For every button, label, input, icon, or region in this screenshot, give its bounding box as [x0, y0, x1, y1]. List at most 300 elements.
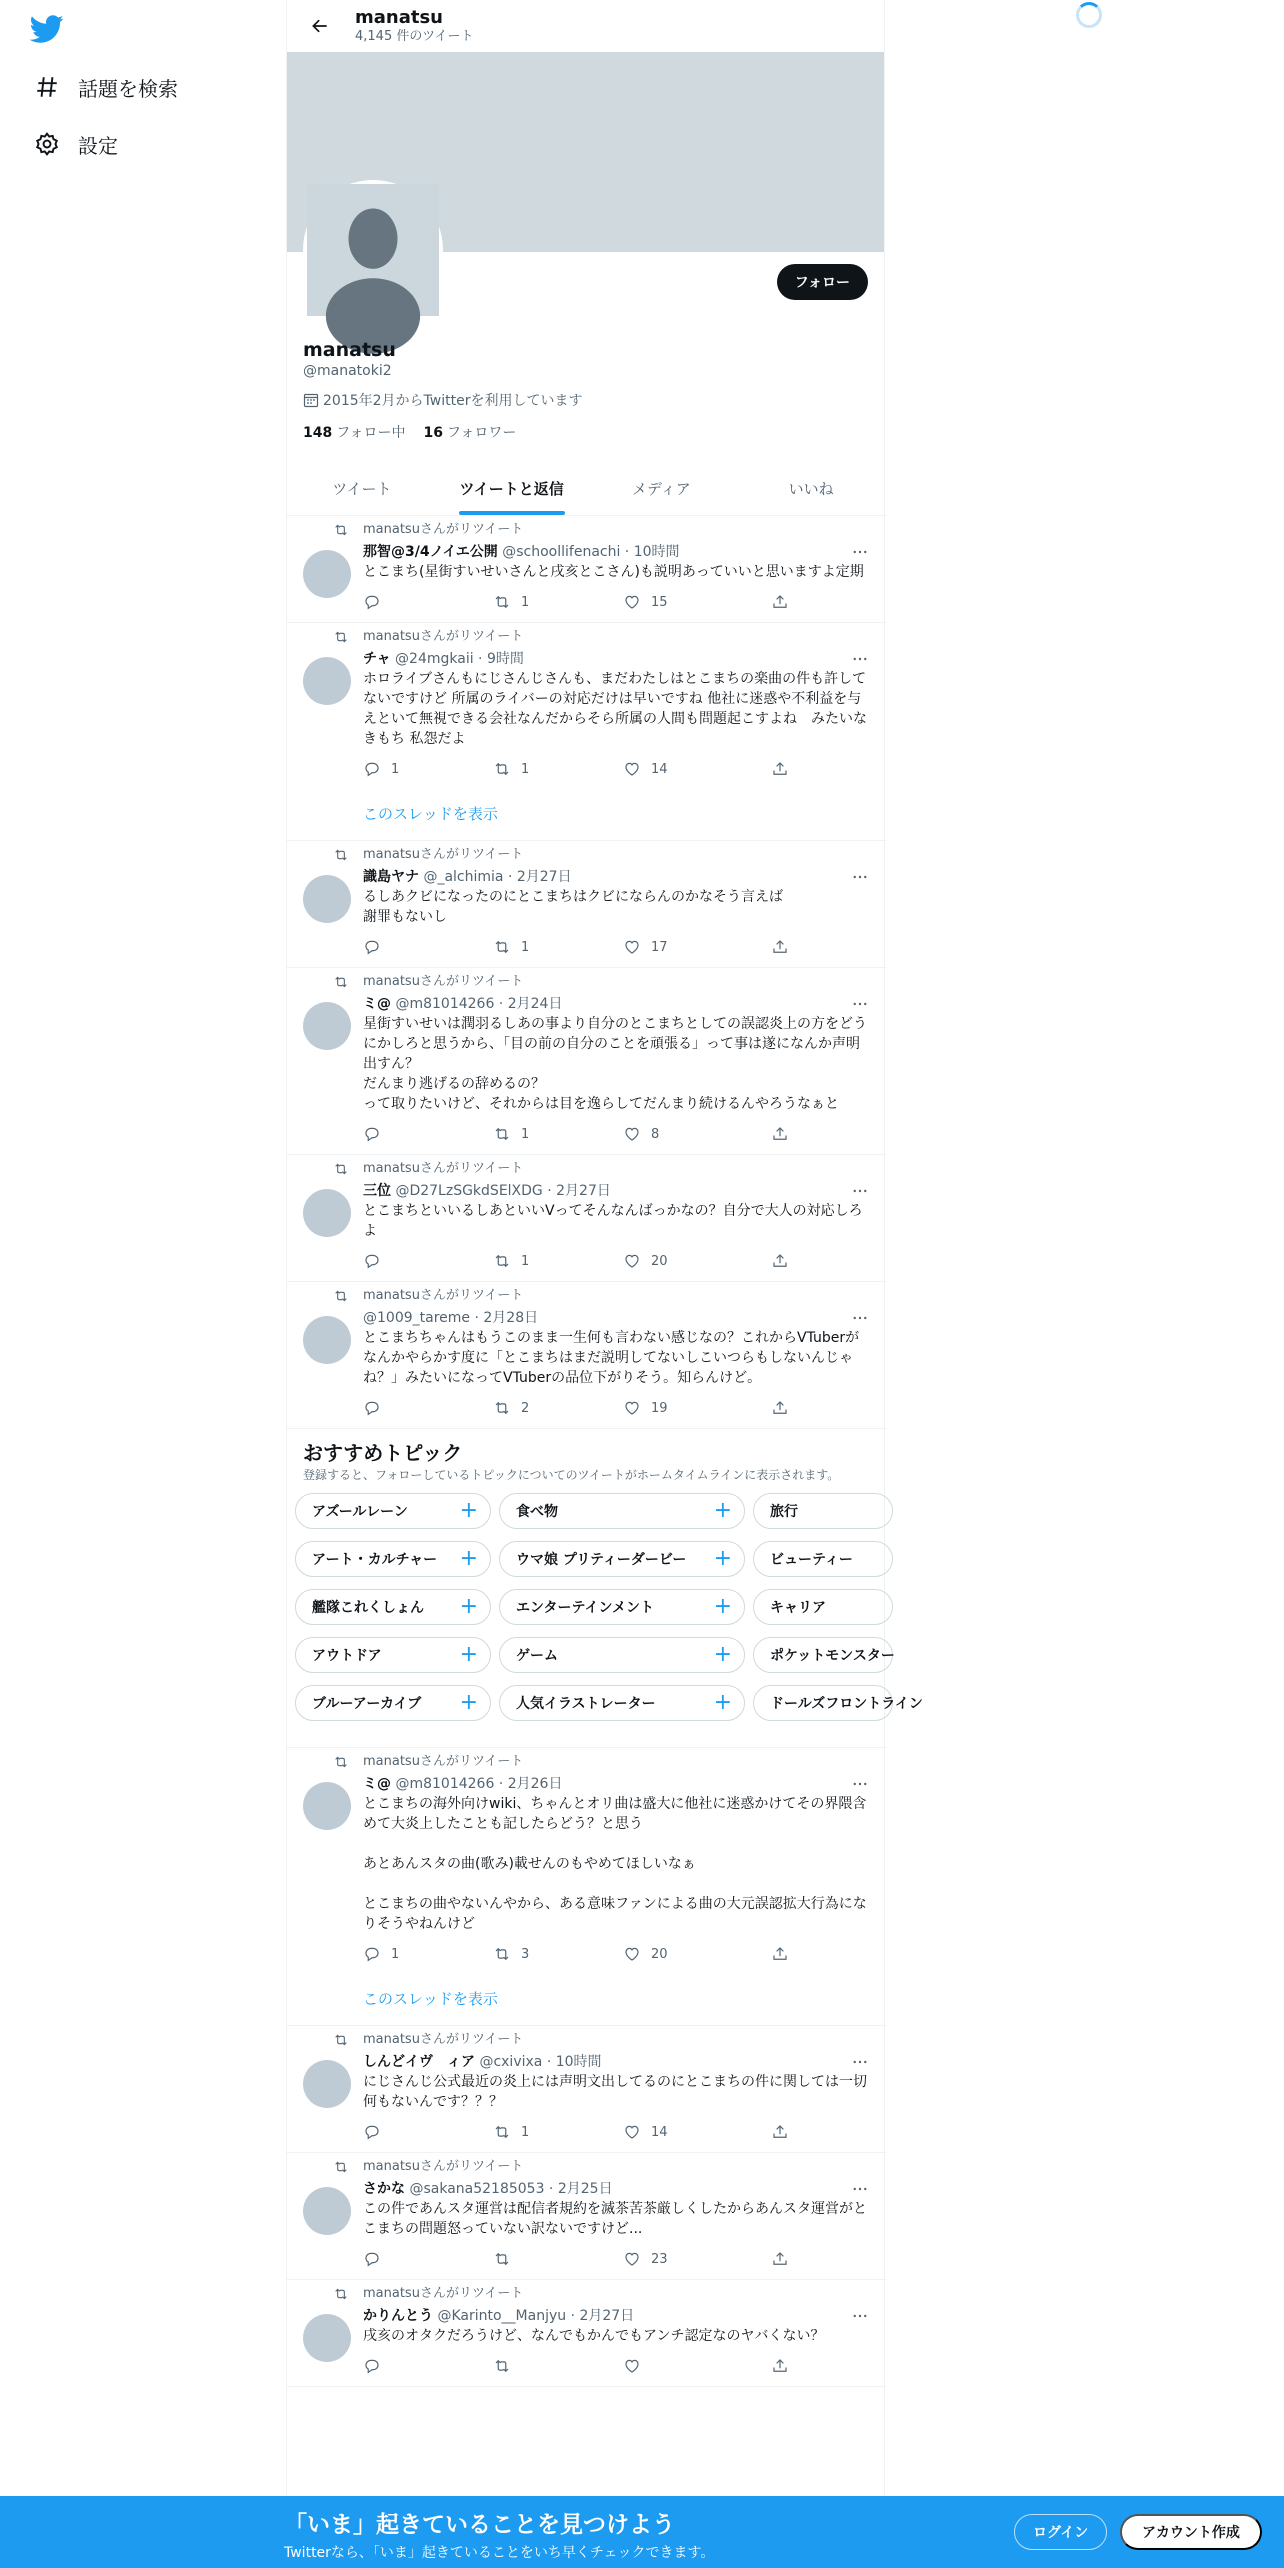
- reply-icon: [363, 2123, 391, 2141]
- retweet-small-icon: [333, 522, 349, 538]
- tweet-author-name[interactable]: 三位: [363, 1183, 391, 1199]
- share-icon: [771, 593, 799, 611]
- retweet-count: 2: [521, 1400, 530, 1416]
- share-button[interactable]: [771, 593, 799, 611]
- retweeted-by-text: manatsuさんがリツイート: [363, 2286, 524, 2301]
- topic-chip[interactable]: [295, 1589, 491, 1625]
- retweet-small-icon: [333, 2159, 349, 2175]
- tweet[interactable]: [287, 2153, 886, 2280]
- tweet-separator: ·: [494, 996, 508, 1012]
- retweeted-by: [363, 974, 870, 990]
- tweet-separator: ·: [470, 1310, 484, 1326]
- twitter-logo-icon[interactable]: [30, 12, 64, 46]
- topic-chip-label: エンターテインメント: [516, 1600, 655, 1616]
- retweeted-by: [363, 2286, 870, 2302]
- tweet-avatar[interactable]: [303, 657, 351, 705]
- like-count: 8: [651, 1126, 660, 1142]
- tweet-text: この件であんスタ運営は配信者規約を滅茶苦茶厳しくしたからあんスタ運営がとこまちの問題怒っていない訳ないですけど...: [363, 2201, 867, 2237]
- tweet-author-name[interactable]: ミ@: [363, 996, 391, 1012]
- retweeted-by: [363, 1754, 870, 1770]
- tweet-actions: [363, 592, 870, 612]
- reply-icon: [363, 760, 391, 778]
- plus-icon: +: [459, 1642, 478, 1667]
- back-arrow-icon[interactable]: [303, 9, 337, 43]
- retweeted-by-text: manatsuさんがリツイート: [363, 2032, 524, 2047]
- like-count: 20: [651, 1946, 668, 1962]
- topic-chip-label: 食べ物: [516, 1504, 558, 1520]
- reply-icon: [363, 2357, 391, 2375]
- share-button[interactable]: [771, 1399, 799, 1417]
- topic-chip[interactable]: [753, 1589, 893, 1625]
- like-count: 23: [651, 2251, 668, 2267]
- tweet-actions: [363, 1944, 870, 1964]
- retweet-icon: [493, 760, 521, 778]
- nav-settings[interactable]: [32, 124, 118, 164]
- tweet-actions: [363, 1124, 870, 1144]
- tweet-avatar[interactable]: [303, 2060, 351, 2108]
- share-icon: [771, 1399, 799, 1417]
- tweet-actions: [363, 1251, 870, 1271]
- tweet-time[interactable]: 2月26日: [507, 1776, 563, 1792]
- tweet-count: 4,145 件のツイート: [355, 29, 474, 44]
- topic-chip[interactable]: [295, 1685, 491, 1721]
- retweeted-by: [363, 2032, 870, 2048]
- share-icon: [771, 2357, 799, 2375]
- like-button[interactable]: [623, 2123, 771, 2141]
- reply-button[interactable]: [363, 1399, 493, 1417]
- share-icon: [771, 2250, 799, 2268]
- topic-chip-label: ゲーム: [516, 1648, 558, 1664]
- like-count: 19: [651, 1400, 668, 1416]
- profile-name: manatsu: [303, 339, 396, 361]
- share-icon: [771, 1252, 799, 1270]
- topic-chip-row: [295, 1493, 886, 1529]
- tweet-header: [363, 2052, 870, 2072]
- tweet[interactable]: [287, 623, 886, 841]
- topic-chip[interactable]: [295, 1541, 491, 1577]
- tweet-avatar[interactable]: [303, 1782, 351, 1830]
- tweet-author-name[interactable]: さかな: [363, 2181, 405, 2197]
- like-button[interactable]: [623, 2357, 771, 2375]
- more-options-icon[interactable]: [850, 542, 870, 562]
- retweet-icon: [493, 2250, 521, 2268]
- more-options-icon[interactable]: [850, 1181, 870, 1201]
- share-button[interactable]: [771, 2250, 799, 2268]
- topic-chip[interactable]: [753, 1541, 893, 1577]
- join-date: [303, 390, 870, 410]
- tweet-separator: ·: [620, 544, 634, 560]
- tweet-header: [363, 1774, 870, 1794]
- tweet-header: [363, 1308, 870, 1328]
- profile-tabs: [287, 462, 886, 516]
- recommended-topics: [287, 1429, 923, 1748]
- retweet-count: 1: [521, 1253, 530, 1269]
- show-thread-link[interactable]: このスレッドを表示: [363, 805, 498, 823]
- tab-tweets-and-replies[interactable]: ツイートと返信: [437, 462, 587, 515]
- retweet-small-icon: [333, 2286, 349, 2302]
- tweet-avatar[interactable]: [303, 2314, 351, 2362]
- share-button[interactable]: [771, 1945, 799, 1963]
- tweet-actions: [363, 937, 870, 957]
- retweet-icon: [493, 2357, 521, 2375]
- retweet-small-icon: [333, 1288, 349, 1304]
- followers-count: 16: [423, 425, 444, 441]
- retweet-small-icon: [333, 629, 349, 645]
- signup-banner-title: 「いま」起きていることを見つけよう: [284, 2512, 675, 2538]
- heart-icon: [623, 2357, 651, 2375]
- topic-chip-label: 人気イラストレーター: [516, 1696, 656, 1712]
- reply-button[interactable]: [363, 1252, 493, 1270]
- topic-chip[interactable]: [295, 1637, 491, 1673]
- following-link[interactable]: [303, 422, 406, 442]
- retweeted-by-text: manatsuさんがリツイート: [363, 1161, 524, 1176]
- timeline: [287, 516, 923, 2387]
- retweeted-by-text: manatsuさんがリツイート: [363, 2159, 524, 2174]
- share-button[interactable]: [771, 1125, 799, 1143]
- retweet-button[interactable]: [493, 1125, 623, 1143]
- retweeted-by: [363, 1288, 870, 1304]
- retweet-button[interactable]: [493, 2250, 623, 2268]
- tweet-avatar[interactable]: [303, 2187, 351, 2235]
- timeline-section-2: [287, 1748, 886, 2387]
- tweet-header: [363, 542, 870, 562]
- retweet-button[interactable]: [493, 938, 623, 956]
- retweet-button[interactable]: [493, 1945, 623, 1963]
- tweet-text: にじさんじ公式最近の炎上には声明文出してるのにとこまちの件に関しては一切何もないんです？？？: [363, 2074, 867, 2110]
- followers-link[interactable]: [424, 422, 517, 442]
- header-title: manatsu: [355, 7, 443, 28]
- topics-title: おすすめトピック: [303, 1441, 463, 1465]
- like-count: 20: [651, 1253, 668, 1269]
- topic-chip-label: アート・カルチャー: [312, 1552, 438, 1568]
- retweeted-by-text: manatsuさんがリツイート: [363, 1754, 524, 1769]
- tweet-author-handle[interactable]: @schoollifenachi: [502, 544, 621, 560]
- profile-header: [287, 0, 884, 52]
- like-button[interactable]: [623, 938, 771, 956]
- tweet-separator: ·: [542, 2054, 556, 2070]
- more-options-icon[interactable]: [850, 2306, 870, 2326]
- retweet-small-icon: [333, 1754, 349, 1770]
- more-options-icon[interactable]: [850, 867, 870, 887]
- retweeted-by: [363, 2159, 870, 2175]
- tweet[interactable]: [287, 2280, 886, 2387]
- tab-likes[interactable]: いいね: [788, 480, 834, 498]
- tweet-author-handle[interactable]: @m81014266: [395, 996, 495, 1012]
- tweet-time[interactable]: 9時間: [486, 651, 524, 667]
- tweet-actions: [363, 2249, 870, 2269]
- share-button[interactable]: [771, 938, 799, 956]
- tweet-text: とこまちちゃんはもうこのまま一生何も言わない感じなの？これからVTuberがなんかやらかす度に「とこまちはまだ説明してないしこいつらもしないんじゃね？」みたいになってVTuberの品位下がりそう。知らんけど。: [363, 1330, 860, 1386]
- more-options-icon[interactable]: [850, 1774, 870, 1794]
- tweet-header: [363, 649, 870, 669]
- reply-icon: [363, 2250, 391, 2268]
- reply-button[interactable]: [363, 1945, 493, 1963]
- more-options-icon[interactable]: [850, 994, 870, 1014]
- plus-icon: +: [713, 1642, 732, 1667]
- plus-icon: +: [713, 1498, 732, 1523]
- plus-icon: +: [713, 1546, 732, 1571]
- tweet-text: とこまち(星街すいせいさんと戌亥とこさん)も説明あっていいと思いますよ定期: [363, 564, 864, 580]
- tweet-separator: ·: [473, 651, 487, 667]
- topic-chip-label: ビューティー: [770, 1552, 853, 1568]
- share-icon: [771, 938, 799, 956]
- signup-banner-subtitle: Twitterなら、「いま」起きていることをいち早くチェックできます。: [284, 2545, 715, 2561]
- tweet-author-handle[interactable]: @_alchimia: [423, 869, 504, 885]
- retweet-button[interactable]: [493, 2357, 623, 2375]
- reply-button[interactable]: [363, 760, 493, 778]
- like-button[interactable]: [623, 760, 771, 778]
- tweet-avatar[interactable]: [303, 550, 351, 598]
- tweet-separator: ·: [494, 1776, 508, 1792]
- more-options-icon[interactable]: [850, 2052, 870, 2072]
- tweet-author-name[interactable]: 識島ヤナ: [363, 869, 419, 885]
- retweet-button[interactable]: [493, 1399, 623, 1417]
- retweeted-by: [363, 522, 870, 538]
- topics-description: 登録すると、フォローしているトピックについてのツイートがホームタイムラインに表示されます。: [303, 1468, 840, 1482]
- tweet-avatar[interactable]: [303, 875, 351, 923]
- retweet-small-icon: [333, 974, 349, 990]
- tweet-avatar[interactable]: [303, 1002, 351, 1050]
- heart-icon: [623, 1945, 651, 1963]
- tweet[interactable]: [287, 841, 886, 968]
- tweet-time[interactable]: 2月28日: [483, 1310, 539, 1326]
- share-icon: [771, 1125, 799, 1143]
- tweet-author-handle[interactable]: @cxivixa: [479, 2054, 543, 2070]
- profile-info: [303, 338, 870, 442]
- retweet-icon: [493, 1399, 521, 1417]
- share-button[interactable]: [771, 2123, 799, 2141]
- tweet[interactable]: [287, 1748, 886, 2026]
- reply-button[interactable]: [363, 2357, 493, 2375]
- retweet-count: 1: [521, 1126, 530, 1142]
- tweet-avatar[interactable]: [303, 1316, 351, 1364]
- signup-banner: [0, 2496, 1284, 2568]
- reply-icon: [363, 1399, 391, 1417]
- heart-icon: [623, 1399, 651, 1417]
- topic-chip-row: [295, 1541, 886, 1577]
- reply-button[interactable]: [363, 2250, 493, 2268]
- tweet-actions: [363, 759, 870, 779]
- reply-button[interactable]: [363, 2123, 493, 2141]
- tweet-author-handle[interactable]: @m81014266: [395, 1776, 495, 1792]
- profile-handle: @manatoki2: [303, 363, 392, 379]
- tab-media[interactable]: メディア: [631, 480, 691, 498]
- tweet-avatar[interactable]: [303, 1189, 351, 1237]
- loading-spinner-icon: [1076, 2, 1102, 28]
- tweet-author-name[interactable]: ミ@: [363, 1776, 391, 1792]
- retweeted-by-text: manatsuさんがリツイート: [363, 522, 524, 537]
- tweet-time[interactable]: 2月25日: [557, 2181, 613, 2197]
- tweet-header: [363, 867, 870, 887]
- tweet-author-name[interactable]: かりんとう: [363, 2308, 433, 2324]
- retweet-small-icon: [333, 2032, 349, 2048]
- calendar-icon: [303, 392, 319, 408]
- tweet-time[interactable]: 2月24日: [507, 996, 563, 1012]
- retweet-icon: [493, 938, 521, 956]
- retweet-small-icon: [333, 847, 349, 863]
- like-button[interactable]: [623, 593, 771, 611]
- share-icon: [771, 760, 799, 778]
- topic-chip-label: キャリア: [770, 1600, 826, 1616]
- reply-icon: [363, 1252, 391, 1270]
- topic-chip-row: [295, 1637, 895, 1673]
- retweet-button[interactable]: [493, 760, 623, 778]
- follow-stats: [303, 422, 870, 442]
- reply-button[interactable]: [363, 1125, 493, 1143]
- retweet-icon: [493, 2123, 521, 2141]
- plus-icon: +: [459, 1690, 478, 1715]
- tweet-text: とこまちといいるしあといいVってそんなんばっかなの？自分で大人の対応しろよ: [363, 1203, 863, 1239]
- more-options-icon[interactable]: [850, 1308, 870, 1328]
- like-button[interactable]: [623, 1252, 771, 1270]
- tweet[interactable]: [287, 2026, 886, 2153]
- tweet-author-handle[interactable]: @Karinto__Manjyu: [437, 2308, 567, 2324]
- heart-icon: [623, 593, 651, 611]
- retweet-small-icon: [333, 1161, 349, 1177]
- tweet-separator: ·: [542, 1183, 557, 1199]
- topic-chip-row: [295, 1589, 886, 1625]
- like-button[interactable]: [623, 1399, 771, 1417]
- tweet[interactable]: [287, 1155, 886, 1282]
- reply-icon: [363, 1945, 391, 1963]
- tweet-text: 戌亥のオタクだろうけど、なんでもかんでもアンチ認定なのヤバくない？: [363, 2328, 825, 2344]
- like-count: 15: [651, 594, 668, 610]
- tweet-header: [363, 2179, 870, 2199]
- tweet-text: るしあクビになったのにとこまちはクビにならんのかなそう言えば 謝罪もないし: [363, 889, 783, 925]
- plus-icon: +: [459, 1498, 478, 1523]
- nav-explore[interactable]: [32, 67, 178, 107]
- topic-chip[interactable]: [499, 1637, 745, 1673]
- tweet-actions: [363, 1398, 870, 1418]
- topic-chip[interactable]: [499, 1685, 745, 1721]
- plus-icon: +: [713, 1690, 732, 1715]
- tab-tweets[interactable]: ツイート: [332, 480, 392, 498]
- like-count: 14: [651, 2124, 668, 2140]
- retweet-button[interactable]: [493, 2123, 623, 2141]
- tweet-time[interactable]: 2月27日: [556, 1183, 611, 1199]
- retweeted-by-text: manatsuさんがリツイート: [363, 974, 524, 989]
- tweet-time[interactable]: 2月27日: [579, 2308, 635, 2324]
- retweet-icon: [493, 593, 521, 611]
- tweet-time[interactable]: 10時間: [555, 2054, 602, 2070]
- tweet-time[interactable]: 2月27日: [516, 869, 572, 885]
- share-button[interactable]: [771, 760, 799, 778]
- heart-icon: [623, 938, 651, 956]
- retweeted-by: [363, 629, 870, 645]
- like-count: 14: [651, 761, 668, 777]
- plus-icon: +: [713, 1594, 732, 1619]
- signup-button[interactable]: アカウント作成: [1120, 2514, 1262, 2550]
- tweet-author-handle[interactable]: @D27LzSGkdSElXDG: [395, 1183, 543, 1199]
- topic-chip-row: [295, 1685, 923, 1721]
- reply-icon: [363, 593, 391, 611]
- topic-chip[interactable]: [753, 1637, 893, 1673]
- following-label: フォロー中: [336, 425, 406, 441]
- topic-chips: [287, 1493, 923, 1721]
- share-button[interactable]: [771, 1252, 799, 1270]
- like-button[interactable]: [623, 2250, 771, 2268]
- topic-chip-label: 旅行: [770, 1504, 798, 1520]
- tweet[interactable]: [287, 1282, 886, 1429]
- reply-icon: [363, 938, 391, 956]
- retweet-count: 1: [521, 939, 530, 955]
- tweet[interactable]: [287, 516, 886, 623]
- gear-icon: [32, 129, 62, 159]
- topic-chip[interactable]: [499, 1589, 745, 1625]
- tweet-separator: ·: [503, 869, 517, 885]
- topic-chip[interactable]: [499, 1493, 745, 1529]
- tweet-text: ホロライブさんもにじさんじさんも、まだわたしはとこまちの楽曲の件も許してないですけど 所属のライバーの対応だけは早いですね 他社に迷惑や不利益を与えといて無視できる会社なんだからそら所属の人間も問題起こすよね みたいなきもち 私怨だよ: [363, 671, 867, 747]
- retweet-icon: [493, 1252, 521, 1270]
- profile-avatar[interactable]: [303, 180, 443, 320]
- topic-chip[interactable]: [753, 1685, 923, 1721]
- retweeted-by: [363, 847, 870, 863]
- tweet-author-name[interactable]: しんどイヴ ィア: [363, 2054, 475, 2070]
- retweeted-by: [363, 1161, 870, 1177]
- tweet-author-name[interactable]: 那智@3/4ノイエ公開: [363, 544, 498, 560]
- tweet-author-handle[interactable]: @24mgkaii: [395, 651, 474, 667]
- topic-chip[interactable]: [499, 1541, 745, 1577]
- tweet[interactable]: [287, 968, 886, 1155]
- retweet-button[interactable]: [493, 1252, 623, 1270]
- topic-chip-label: アウトドア: [312, 1648, 382, 1664]
- heart-icon: [623, 1252, 651, 1270]
- share-icon: [771, 1945, 799, 1963]
- hashtag-icon: [32, 72, 62, 102]
- show-thread-link[interactable]: このスレッドを表示: [363, 1990, 498, 2008]
- retweet-button[interactable]: [493, 593, 623, 611]
- login-button[interactable]: ログイン: [1014, 2514, 1107, 2550]
- heart-icon: [623, 2123, 651, 2141]
- retweeted-by-text: manatsuさんがリツイート: [363, 1288, 524, 1303]
- tweet-header: [363, 2306, 870, 2326]
- topic-chip[interactable]: [295, 1493, 491, 1529]
- tweet-text: とこまちの海外向けwiki、ちゃんとオリ曲は盛大に他社に迷惑かけてその界隈含めて大炎上したことも記したらどう？と思う あとあんスタの曲(歌み)載せんのもやめてほしいなぁ とこまちの曲やないんやから、ある意味ファンによる曲の大元誤認拡大行為になりそうやねんけど: [363, 1796, 867, 1932]
- topic-chip-label: ドールズフロントライン: [770, 1696, 923, 1712]
- plus-icon: +: [459, 1594, 478, 1619]
- topic-chip[interactable]: [753, 1493, 893, 1529]
- tweet-header: [363, 994, 870, 1014]
- join-date-text: 2015年2月からTwitterを利用しています: [323, 393, 583, 409]
- like-button[interactable]: [623, 1945, 771, 1963]
- more-options-icon[interactable]: [850, 649, 870, 669]
- reply-count: 1: [391, 1946, 400, 1962]
- following-count: 148: [303, 425, 333, 441]
- retweet-count: 1: [521, 761, 530, 777]
- retweet-icon: [493, 1945, 521, 1963]
- follow-button[interactable]: フォロー: [777, 264, 868, 300]
- share-button[interactable]: [771, 2357, 799, 2375]
- share-icon: [771, 2123, 799, 2141]
- reply-button[interactable]: [363, 593, 493, 611]
- topic-chip-label: ポケットモンスター: [770, 1648, 895, 1664]
- like-button[interactable]: [623, 1125, 771, 1143]
- more-options-icon[interactable]: [850, 2179, 870, 2199]
- tweet-author-handle[interactable]: @1009_tareme: [363, 1310, 471, 1326]
- reply-button[interactable]: [363, 938, 493, 956]
- tweet-author-name[interactable]: チャ: [363, 651, 391, 667]
- like-count: 17: [651, 939, 668, 955]
- plus-icon: +: [459, 1546, 478, 1571]
- reply-icon: [363, 1125, 391, 1143]
- topic-chip-label: アズールレーン: [312, 1504, 408, 1520]
- tweet-author-handle[interactable]: @sakana52185053: [409, 2181, 545, 2197]
- reply-count: 1: [391, 761, 400, 777]
- retweet-count: 1: [521, 594, 530, 610]
- followers-label: フォロワー: [447, 425, 517, 441]
- topic-chip-label: ブルーアーカイブ: [312, 1696, 422, 1712]
- tweet-time[interactable]: 10時間: [633, 544, 680, 560]
